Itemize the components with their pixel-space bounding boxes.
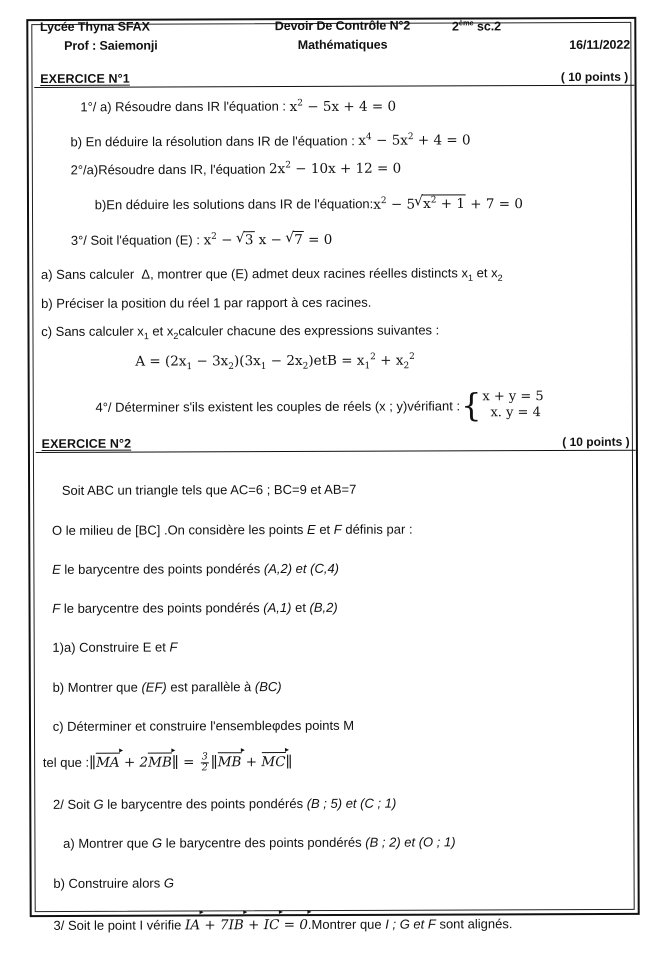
ex2-q3-suffix: .Montrer que I ; G et F sont alignés.: [307, 916, 513, 932]
class-suffix: sc.2: [473, 19, 501, 34]
ex2-q3-equation: IA ▸ + 7IB ▸ + IC ▸ = 0 ▸: [185, 917, 308, 933]
system-row-1: x + y = 5: [482, 388, 544, 405]
vector-MB: MB ▸: [148, 752, 172, 772]
heading-rule-fill: [130, 84, 561, 86]
ex2-q3-prefix: 3/ Soit le point I vérifie: [53, 917, 186, 933]
teacher-name: Prof : Saiemonji: [64, 38, 158, 53]
exercise-1-title: EXERCICE N°1: [40, 71, 130, 87]
header-class-block: [450, 18, 634, 53]
class-prefix: 2: [452, 19, 459, 34]
vector-IA: IA ▸: [185, 914, 200, 934]
ex1-q3: [35, 229, 635, 249]
sqrt-x2-plus-1: √ $x^2 + 1$: [415, 195, 466, 214]
ex2-q1c-equation: ∥MA ▸ + 2MB ▸∥ = $\frac{3}{2}$ ∥MB ▸ + MC ▸∥: [89, 754, 292, 771]
ex2-q2b: b) Construire alors G: [53, 875, 175, 891]
ex1-q4: [35, 385, 635, 425]
ex1-q3-equation: $x^2$ − √ 3 x − √ 7 = 0: [204, 232, 333, 248]
ex2-q2: 2/ Soit G le barycentre des points pondérés (B ; 5) et (C ; 1): [52, 795, 397, 813]
page-content: [34, 18, 638, 935]
fraction-3-over-2: $\frac{3}{2}$: [201, 751, 208, 774]
vector-MB-2: MB ▸: [218, 751, 242, 771]
ex2-q1c-equation-line: [37, 750, 637, 774]
exam-subject: Mathématiques: [297, 37, 388, 52]
header-exam-block: [235, 18, 450, 52]
exercise-2-heading: [36, 435, 636, 453]
vector-IC: IC ▸: [264, 914, 280, 934]
ex1-q1a-equation: $x^2 - 5x + 4 = 0$: [289, 98, 397, 115]
ex2-intro: Soit ABC un triangle tels que AC=6 ; BC=9 et AB=7: [61, 482, 357, 499]
ex2-q3: [37, 913, 637, 935]
class-ordinal: ème: [458, 18, 474, 28]
ex2-def-F: F le barycentre des points pondérés (A,1) et (B,2): [52, 599, 338, 617]
ex1-q2b-label: b)En déduire les solutions dans IR de l'équation:: [94, 196, 374, 213]
ex2-q1c: c) Déterminer et construire l'ensembleφdes points M: [52, 717, 355, 734]
ex1-q4-label: 4°/ Déterminer s'ils existent les couples de réels (x ; y)vérifiant :: [95, 398, 461, 415]
exercise-2-points: ( 10 points ): [562, 435, 630, 450]
exam-title: Devoir De Contrôle N°2: [274, 18, 411, 34]
ex1-q1b: [34, 131, 634, 151]
class-level: [450, 18, 634, 34]
exercise-1-heading: [34, 70, 634, 88]
ex1-q2a: [35, 160, 635, 180]
document-header: [34, 18, 634, 54]
system-row-2: x. y = 4: [490, 405, 541, 421]
vector-MC: MC ▸: [261, 751, 285, 771]
ex1-item-b: b) Préciser la position du réel 1 par rapport à ces racines.: [41, 295, 372, 312]
ex1-q3-label: 3°/ Soit l'équation (E) :: [70, 232, 204, 248]
header-school-block: [40, 19, 235, 53]
vector-IB: IB ▸: [229, 914, 244, 934]
system-brace: {: [461, 385, 482, 425]
ex1-item-c: c) Sans calculer $x_1$ et $x_2calculer$ chacune des expressions suivantes :: [41, 322, 440, 341]
vector-zero: 0 ▸: [299, 914, 308, 934]
sqrt-7: √ 7: [286, 231, 304, 249]
exercise-2-title: EXERCICE N°2: [41, 437, 132, 452]
ex1-item-a: a) Sans calculer Δ, montrer que (E) admet deux racines réelles distincts $x_1$ et $x_2$: [40, 264, 503, 283]
ex1-q4-system: [461, 385, 544, 425]
ex1-q2b-equation: $x^2 - 5$ √ $x^2 + 1 + 7 = 0$: [373, 196, 523, 213]
ex1-expression-AB: $A = (2x_1 - 3x_2)(3x_1 - 2x_2)etB = x_1^2 + x_2^2$: [135, 352, 415, 373]
ex2-q2a: a) Montrer que G le barycentre des points pondérés (B ; 2) et (O ; 1): [63, 834, 456, 852]
exercise-1-points: ( 10 points ): [560, 69, 629, 85]
school-name: Lycée Thyna SFAX: [39, 19, 150, 34]
ex1-q1a-label: 1°/ a) Résoudre dans IR l'équation :: [80, 98, 290, 115]
ex2-def-E: E le barycentre des points pondérés (A,2) et (C,4): [52, 560, 340, 577]
ex2-q1c-eq-prefix: tel que :: [42, 754, 90, 771]
ex2-midpoint: O le milieu de [BC] .On considère les points E et F définis par :: [51, 521, 413, 538]
ex1-q2b: [35, 194, 635, 215]
ex2-q1b: b) Montrer que (EF) est parallèle à (BC): [52, 678, 282, 695]
sqrt-3: √ 3: [237, 231, 255, 249]
ex1-q1b-label: b) En déduire la résolution dans IR de l'équation :: [70, 132, 359, 149]
ex1-q2a-label: 2°/a)Résoudre dans IR, l'équation: [70, 161, 270, 178]
ex1-q1b-equation: $x^4 - 5x^2 + 4 = 0$: [358, 132, 471, 149]
heading-rule-fill-2: [131, 449, 562, 451]
exam-date: 16/11/2022: [569, 37, 631, 53]
vector-MA: MA ▸: [96, 752, 120, 772]
ex1-q2a-equation: $2x^2 - 10x + 12 = 0$: [269, 160, 402, 178]
ex2-q1a: 1)a) Construire E et F: [52, 639, 178, 656]
ex1-q1a: [34, 97, 634, 117]
